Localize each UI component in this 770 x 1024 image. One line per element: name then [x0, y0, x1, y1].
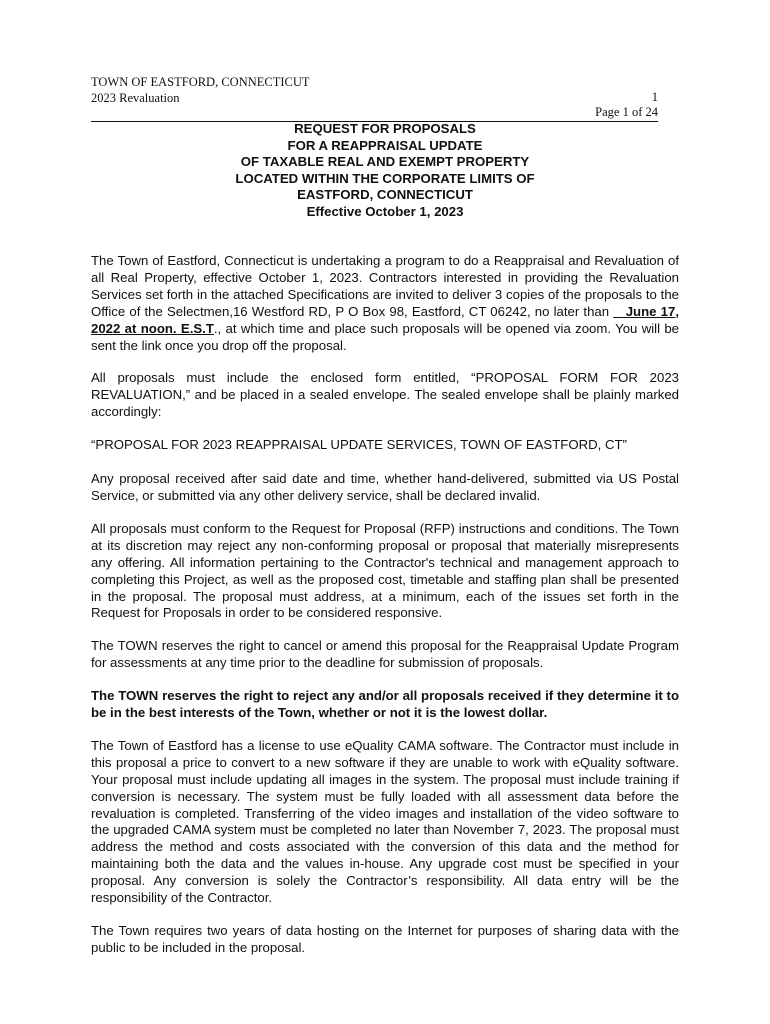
- document-body: [91, 253, 679, 973]
- title-line: FOR A REAPPRAISAL UPDATE: [287, 137, 483, 153]
- document-title: [91, 121, 679, 220]
- document-header: [91, 74, 310, 106]
- reject-proposals-paragraph: The TOWN reserves the right to reject any and/or all proposals received if they determine it to be in the best interests of the Town, whether or not it is the lowest dollar.: [91, 688, 679, 721]
- intro-text-continued: ., at which time and place such proposals will be opened via zoom. You will be sent the link once you drop off the proposal.: [91, 320, 679, 353]
- cancel-amend-paragraph: The TOWN reserves the right to cancel or amend this proposal for the Reappraisal Update Program for assessments at any time prior to the deadline for submission of proposals.: [91, 638, 679, 671]
- header-town: TOWN OF EASTFORD, CONNECTICUT: [91, 75, 310, 89]
- proposal-form-paragraph: All proposals must include the enclosed form entitled, “PROPOSAL FORM FOR 2023 REVALUATION,” and be placed in a sealed envelope. The sealed envelope shall be plainly marked accordingly:: [91, 370, 679, 420]
- page-indicator: [595, 90, 658, 120]
- submission-deadline: June 17, 2022 at noon. E.S.T: [91, 303, 679, 336]
- header-subtitle: 2023 Revaluation: [91, 91, 180, 105]
- intro-text: The Town of Eastford, Connecticut is undertaking a program to do a Reappraisal and Revaluation of all Real Property, effective October 1, 2023. Contractors interested in providing the Revaluation Services set forth in the attached Specifications are invited to deliver 3 copies of the proposals to the Office of the Selectmen,16 Westford RD, P O Box 98, Eastford, CT 06242, no later than: [91, 253, 679, 319]
- page-of-total: Page 1 of 24: [595, 105, 658, 119]
- title-line: EASTFORD, CONNECTICUT: [297, 187, 473, 202]
- conformance-paragraph: All proposals must conform to the Request for Proposal (RFP) instructions and conditions. The Town at its discretion may reject any non-conforming proposal or proposal that materially misrepresents any offering. All information pertaining to the Contractor's technical and management approach to completing this Project, as well as the proposed cost, timetable and staffing plan shall be presented in the proposal. The proposal must address, at a minimum, each of the issues set forth in the Request for Proposals in order to be considered responsive.: [91, 520, 679, 621]
- data-hosting-paragraph: The Town requires two years of data hosting on the Internet for purposes of sharing data with the public to be included in the proposal.: [91, 923, 679, 955]
- envelope-marking: “PROPOSAL FOR 2023 REAPPRAISAL UPDATE SERVICES, TOWN OF EASTFORD, CT”: [91, 437, 627, 453]
- effective-date: Effective October 1, 2023: [306, 203, 464, 219]
- late-proposal-paragraph: Any proposal received after said date and time, whether hand-delivered, submitted via US Postal Service, or submitted via any other delivery service, shall be declared invalid.: [91, 471, 679, 503]
- intro-paragraph: [91, 253, 679, 354]
- page-number: 1: [651, 90, 658, 104]
- title-line: REQUEST FOR PROPOSALS: [294, 121, 476, 136]
- title-line: LOCATED WITHIN THE CORPORATE LIMITS OF: [235, 170, 535, 186]
- cama-software-paragraph: The Town of Eastford has a license to use eQuality CAMA software. The Contractor must include in this proposal a price to convert to a new software if they are unable to work with eQuality software. Your proposal must include updating all images in the system. The proposal must include training if conversion is necessary. The system must be fully loaded with all assessment data before the revaluation is completed. Transferring of the video images and installation of the video software to the upgraded CAMA system must be completed no later than November 7, 2023. The proposal must address the method and costs associated with the conversion of this data and the method for maintaining both the data and the values in-house. Any upgrade cost must be specified in your proposal. Any conversion is solely the Contractor’s responsibility. All data entry will be the responsibility of the Contractor.: [91, 737, 679, 906]
- title-line: OF TAXABLE REAL AND EXEMPT PROPERTY: [240, 154, 530, 169]
